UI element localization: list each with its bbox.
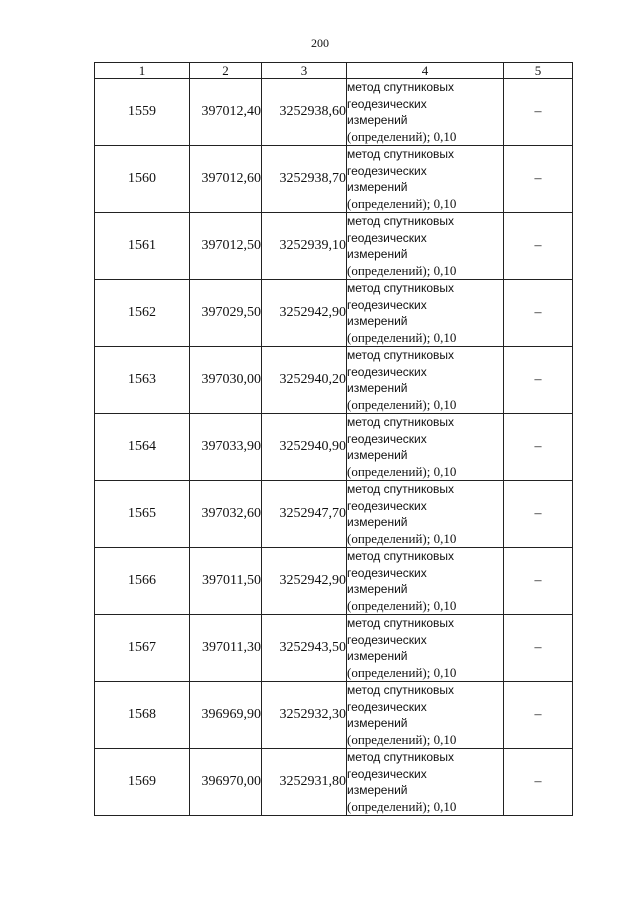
table-body (95, 79, 573, 816)
coordinate-x: 397012,40 (190, 79, 262, 146)
method-line: метод спутниковых (347, 683, 455, 697)
method-line: геодезических (347, 632, 427, 647)
note-dash: – (504, 481, 573, 548)
method-description (347, 213, 504, 280)
method-line: геодезических (347, 699, 427, 714)
method-line: метод спутниковых (347, 549, 455, 563)
table-row (95, 414, 573, 481)
method-description (347, 481, 504, 548)
coordinate-y: 3252943,50 (262, 615, 347, 682)
point-number: 1567 (95, 615, 190, 682)
coordinate-x: 396970,00 (190, 749, 262, 816)
coordinate-x: 397011,50 (190, 548, 262, 615)
method-line: (определений); 0,10 (347, 798, 457, 814)
point-number: 1566 (95, 548, 190, 615)
method-line: метод спутниковых (347, 147, 455, 161)
method-description (347, 347, 504, 414)
method-description (347, 548, 504, 615)
coordinate-y: 3252939,10 (262, 213, 347, 280)
method-line: геодезических (347, 96, 427, 111)
method-line: (определений); 0,10 (347, 463, 457, 479)
point-number: 1565 (95, 481, 190, 548)
method-line: (определений); 0,10 (347, 195, 457, 211)
method-line: геодезических (347, 565, 427, 580)
coordinate-y: 3252947,70 (262, 481, 347, 548)
method-line: геодезических (347, 498, 427, 513)
method-line: измерений (347, 247, 408, 261)
note-dash: – (504, 414, 573, 481)
column-header-5: 5 (504, 63, 573, 79)
method-line: (определений); 0,10 (347, 128, 457, 144)
method-description (347, 79, 504, 146)
method-line: метод спутниковых (347, 281, 455, 295)
point-number: 1559 (95, 79, 190, 146)
method-line: измерений (347, 314, 408, 328)
method-line: метод спутниковых (347, 80, 455, 94)
coordinate-y: 3252940,90 (262, 414, 347, 481)
column-header-1: 1 (95, 63, 190, 79)
method-line: метод спутниковых (347, 482, 455, 496)
coordinate-x: 397030,00 (190, 347, 262, 414)
method-line: метод спутниковых (347, 750, 455, 764)
method-line: метод спутниковых (347, 348, 455, 362)
method-line: (определений); 0,10 (347, 396, 457, 412)
coordinate-x: 396969,90 (190, 682, 262, 749)
table-row (95, 749, 573, 816)
coordinate-x: 397011,30 (190, 615, 262, 682)
method-line: метод спутниковых (347, 616, 455, 630)
table-header-row (95, 63, 573, 79)
coordinate-x: 397032,60 (190, 481, 262, 548)
column-header-4: 4 (347, 63, 504, 79)
note-dash: – (504, 79, 573, 146)
method-description (347, 749, 504, 816)
table-row (95, 146, 573, 213)
note-dash: – (504, 548, 573, 615)
method-line: измерений (347, 783, 408, 797)
method-line: геодезических (347, 431, 427, 446)
method-line: геодезических (347, 230, 427, 245)
method-line: измерений (347, 716, 408, 730)
coordinate-y: 3252942,90 (262, 548, 347, 615)
note-dash: – (504, 146, 573, 213)
note-dash: – (504, 615, 573, 682)
method-description (347, 682, 504, 749)
point-number: 1563 (95, 347, 190, 414)
method-description (347, 414, 504, 481)
table-row (95, 682, 573, 749)
table-row (95, 280, 573, 347)
point-number: 1569 (95, 749, 190, 816)
method-line: измерений (347, 515, 408, 529)
method-line: метод спутниковых (347, 214, 455, 228)
coordinate-y: 3252938,70 (262, 146, 347, 213)
method-line: геодезических (347, 163, 427, 178)
method-line: измерений (347, 582, 408, 596)
method-description (347, 280, 504, 347)
method-line: геодезических (347, 297, 427, 312)
coordinates-table (94, 62, 573, 816)
method-line: измерений (347, 649, 408, 663)
method-line: измерений (347, 113, 408, 127)
note-dash: – (504, 682, 573, 749)
table-row (95, 347, 573, 414)
method-line: геодезических (347, 364, 427, 379)
coordinate-x: 397033,90 (190, 414, 262, 481)
method-line: (определений); 0,10 (347, 597, 457, 613)
method-description (347, 146, 504, 213)
method-line: геодезических (347, 766, 427, 781)
coordinate-y: 3252932,30 (262, 682, 347, 749)
point-number: 1564 (95, 414, 190, 481)
table-row (95, 213, 573, 280)
method-line: метод спутниковых (347, 415, 455, 429)
point-number: 1561 (95, 213, 190, 280)
method-line: измерений (347, 448, 408, 462)
column-header-3: 3 (262, 63, 347, 79)
coordinate-y: 3252938,60 (262, 79, 347, 146)
coordinate-y: 3252940,20 (262, 347, 347, 414)
coordinate-x: 397012,50 (190, 213, 262, 280)
note-dash: – (504, 749, 573, 816)
method-line: (определений); 0,10 (347, 530, 457, 546)
table-row (95, 79, 573, 146)
method-line: (определений); 0,10 (347, 262, 457, 278)
coordinate-y: 3252931,80 (262, 749, 347, 816)
method-line: измерений (347, 180, 408, 194)
point-number: 1568 (95, 682, 190, 749)
point-number: 1562 (95, 280, 190, 347)
note-dash: – (504, 213, 573, 280)
page-number: 200 (311, 36, 329, 50)
method-description (347, 615, 504, 682)
coordinate-y: 3252942,90 (262, 280, 347, 347)
method-line: (определений); 0,10 (347, 731, 457, 747)
column-header-2: 2 (190, 63, 262, 79)
point-number: 1560 (95, 146, 190, 213)
table-row (95, 481, 573, 548)
note-dash: – (504, 280, 573, 347)
coordinate-x: 397029,50 (190, 280, 262, 347)
method-line: (определений); 0,10 (347, 329, 457, 345)
table-row (95, 548, 573, 615)
method-line: измерений (347, 381, 408, 395)
note-dash: – (504, 347, 573, 414)
method-line: (определений); 0,10 (347, 664, 457, 680)
coordinate-x: 397012,60 (190, 146, 262, 213)
table-row (95, 615, 573, 682)
